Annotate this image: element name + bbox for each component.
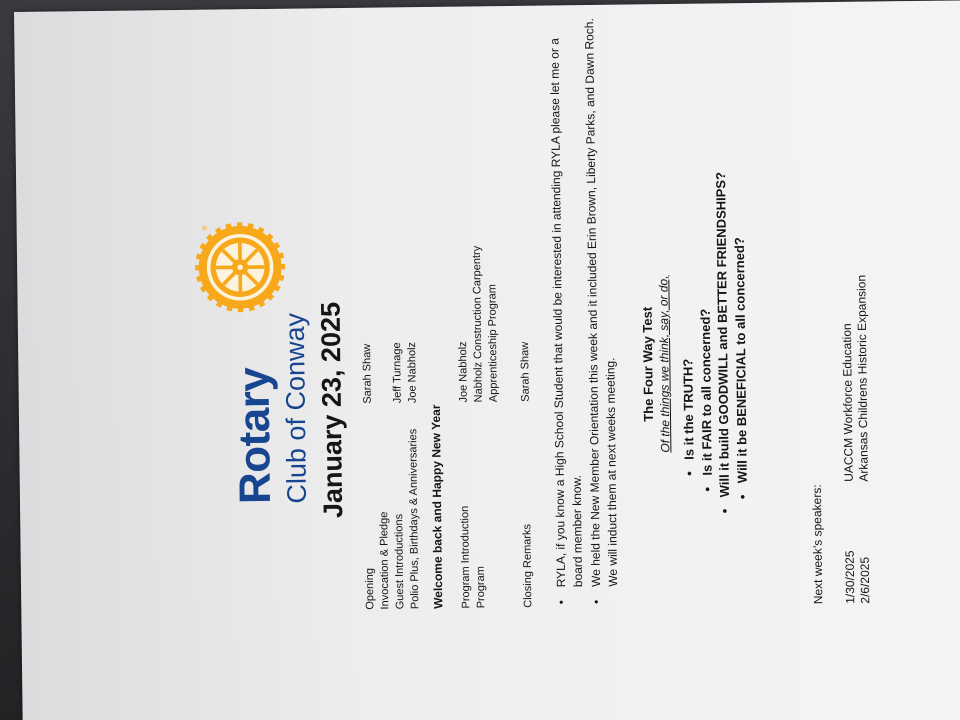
- agenda-person: Joe Nabholz: [406, 341, 419, 404]
- speaker-name: UACCM Workforce Education: [839, 323, 856, 482]
- agenda-item: Guest Introductions: [393, 513, 407, 610]
- four-way-test-title: The Four Way Test: [639, 306, 657, 422]
- announcement-item: • We held the New Member Orientation this week and it included Erin Brown, Liberty Parks, and Dawn Roch. We will induct them at next weeks meeting.: [581, 7, 621, 607]
- agenda-person: Jeff Turnage: [391, 342, 404, 404]
- club-name: Club of Conway: [279, 312, 313, 504]
- agenda-person: Sarah Shaw: [361, 343, 374, 404]
- speaker-date: 1/30/2025: [842, 550, 858, 604]
- agenda-person: Nabholz Construction Carpentry: [470, 245, 485, 403]
- rotary-wheel-icon: [195, 222, 286, 313]
- next-speakers-heading: Next week’s speakers:: [809, 484, 826, 605]
- agenda-person: Joe Nabholz: [457, 341, 470, 403]
- agenda-item: Program: [474, 566, 488, 609]
- agenda-item: Opening: [363, 568, 377, 610]
- agenda-item: Polio Plus, Birthdays & Anniversaries: [407, 428, 422, 610]
- speaker-row: [854, 275, 874, 604]
- announcement-item: • RYLA, if you know a High School Student that would be interested in attending RYLA please let me or a board member know.: [546, 7, 586, 607]
- four-way-question: •Will it be BENEFICIAL to all concerned?: [731, 237, 750, 500]
- four-way-test-questions: [678, 171, 752, 514]
- announcements-list: [546, 7, 624, 608]
- agenda-person: Sarah Shaw: [519, 341, 532, 402]
- agenda-item: Program Introduction: [459, 505, 473, 609]
- speaker-name: Arkansas Childrens Historic Expansion: [854, 274, 871, 482]
- agenda-document: [185, 18, 952, 720]
- four-way-question: •Is it the TRUTH?: [680, 358, 697, 476]
- paper-sheet: [14, 0, 960, 720]
- four-way-question: •Will it build GOODWILL and BETTER FRIENDSHIPS?: [713, 171, 733, 514]
- agenda-item: Invocation & Pledge: [378, 511, 392, 610]
- agenda-person: Apprenticeship Program: [486, 284, 500, 403]
- four-way-test: [639, 171, 752, 514]
- club-logo: [194, 143, 328, 505]
- svg-text:®: ®: [200, 224, 210, 232]
- speaker-date: 2/6/2025: [857, 556, 873, 604]
- meeting-date: January 23, 2025: [315, 301, 349, 519]
- logo-rotary-word: Rotary: [229, 367, 281, 505]
- four-way-test-subtitle: Of the things we think, say, or do,: [656, 275, 673, 453]
- four-way-question: •Is it FAIR to all concerned?: [697, 308, 715, 492]
- welcome-heading: Welcome back and Happy New Year: [428, 404, 446, 609]
- agenda-item: Closing Remarks: [521, 523, 535, 608]
